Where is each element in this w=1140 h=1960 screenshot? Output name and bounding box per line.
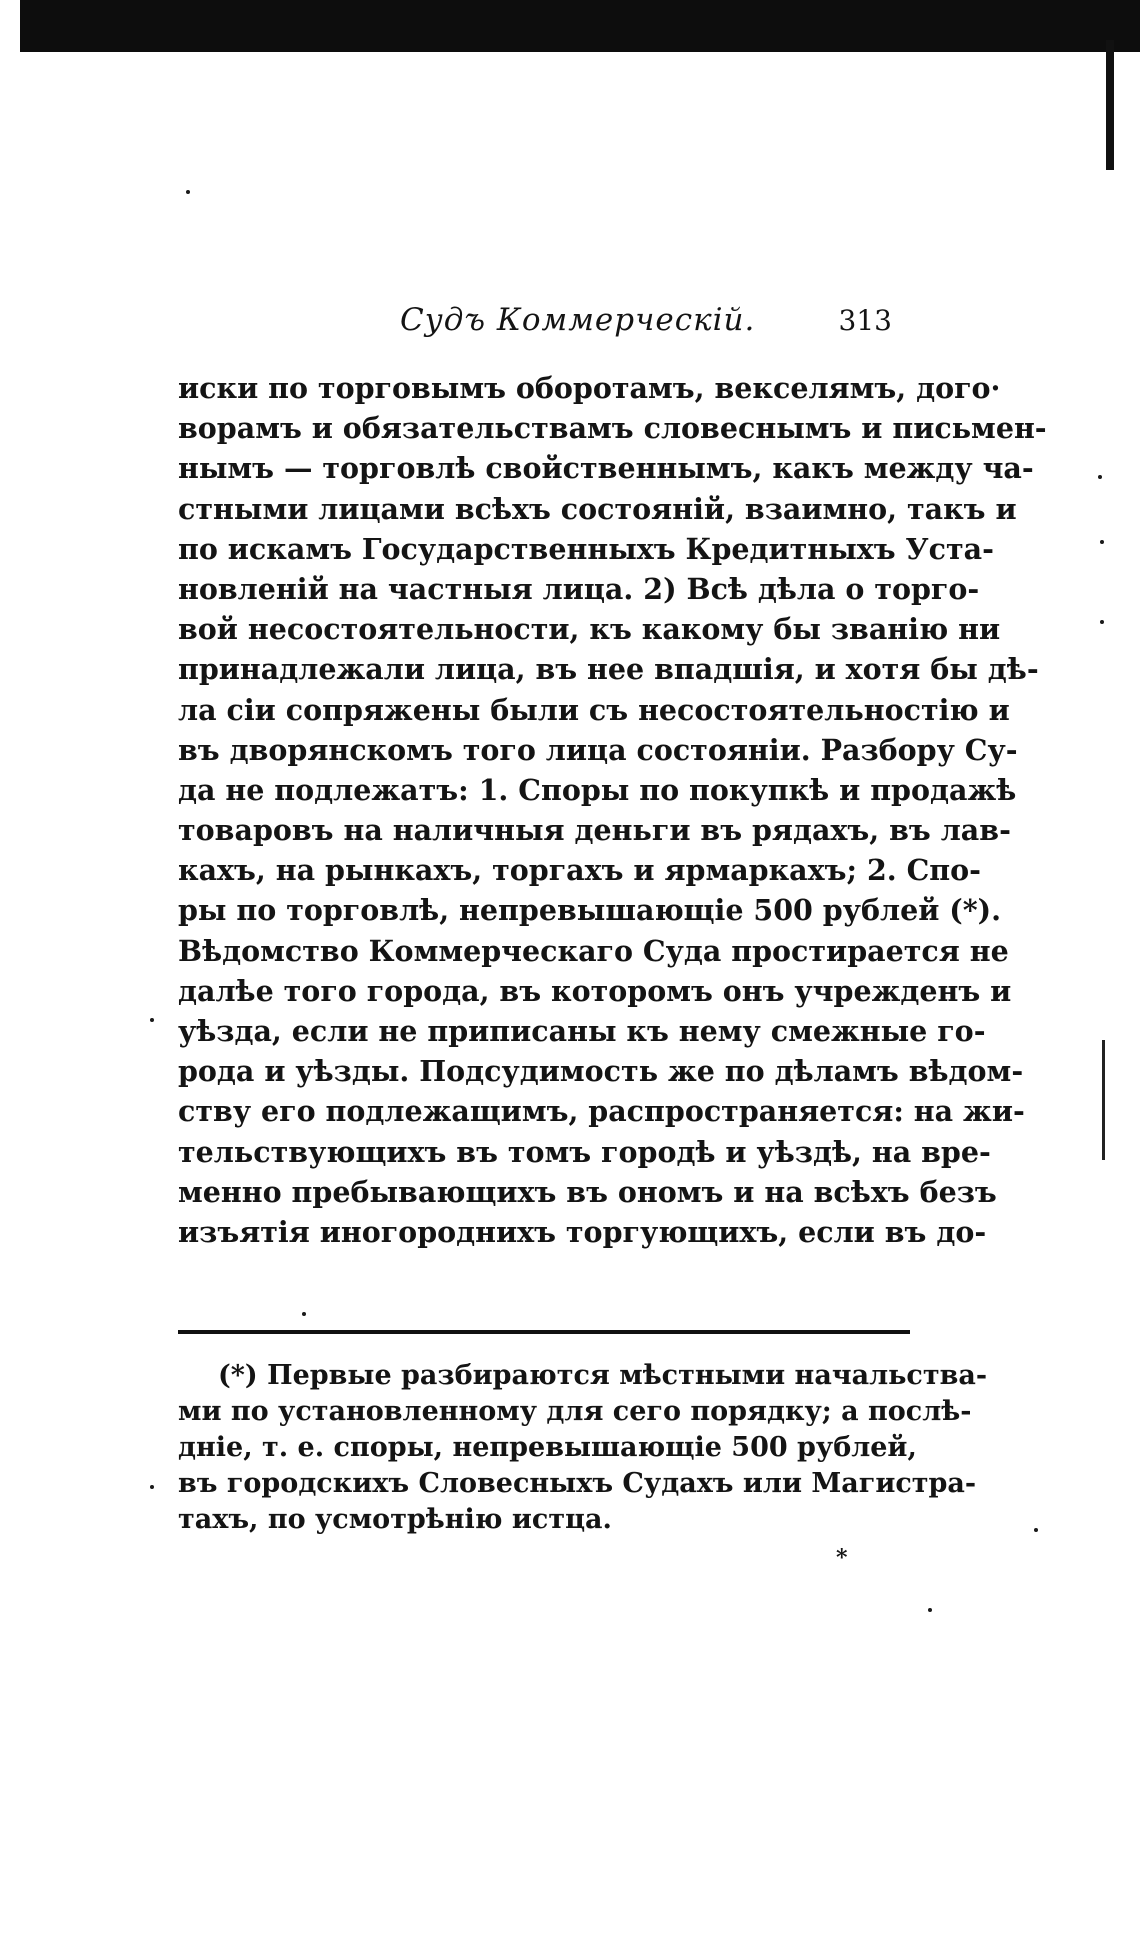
body-line: уѣзда, если не приписаны къ нему смежные го- (178, 1014, 986, 1048)
footnote-line: ми по установленному для сего порядку; а послѣ- (178, 1396, 972, 1427)
body-line: ству его подлежащимъ, распространяется: на жи- (178, 1094, 1025, 1129)
body-line: далѣе того города, въ которомъ онъ учрежденъ и (178, 973, 1012, 1008)
scan-speck (1098, 475, 1102, 479)
body-line: стными лицами всѣхъ состояній, взаимно, такъ и (178, 491, 1017, 526)
body-line: ворамъ и обязательствамъ словеснымъ и письмен- (178, 411, 1047, 446)
body-line: принадлежали лица, въ нее впадшія, и хотя бы дѣ- (178, 652, 1039, 687)
body-text (178, 368, 1047, 1252)
scan-speck (1100, 540, 1104, 544)
scan-speck (1100, 620, 1104, 624)
body-line: Вѣдомство Коммерческаго Суда простирается не (178, 933, 1009, 968)
scan-speck (302, 1312, 306, 1316)
footnote-line: дніе, т. е. споры, непревышающіе 500 рублей, (178, 1432, 917, 1463)
body-line: новленій на частныя лица. 2) Всѣ дѣла о торго- (178, 571, 980, 606)
body-line: ры по торговлѣ, непревышающіе 500 рублей (*). (178, 893, 1002, 928)
running-title: Судъ Коммерческій. (400, 302, 756, 338)
scan-edge-marks (1102, 1040, 1111, 1160)
body-line: вой несостоятельности, къ какому бы званію ни (178, 612, 1001, 647)
body-line: по искамъ Государственныхъ Кредитныхъ Уста- (178, 531, 994, 566)
body-line: менно пребывающихъ въ ономъ и на всѣхъ безъ (178, 1174, 997, 1209)
footnote-rule (178, 1330, 910, 1334)
body-line: тельствующихъ въ томъ городѣ и уѣздѣ, на вре- (178, 1134, 991, 1169)
body-line: ла сіи сопряжены были съ несостоятельностію и (178, 692, 1010, 727)
body-line: товаровъ на наличныя деньги въ рядахъ, въ лав- (178, 813, 1011, 848)
body-line: да не подлежатъ: 1. Споры по покупкѣ и продажѣ (178, 772, 1017, 807)
body-line: нымъ — торговлѣ свойственнымъ, какъ между ча- (178, 451, 1034, 486)
body-line: рода и уѣзды. Подсудимость же по дѣламъ вѣдом- (178, 1054, 1024, 1089)
scan-speck (150, 1018, 154, 1022)
scan-speck (1034, 1528, 1038, 1532)
scan-top-border (20, 0, 1140, 52)
body-line: въ дворянскомъ того лица состояніи. Разбору Су- (178, 732, 1018, 767)
scan-speck (928, 1608, 932, 1612)
scan-speck (186, 190, 190, 194)
body-line: изъятія иногороднихъ торгующихъ, если въ до- (178, 1214, 987, 1249)
running-head (180, 300, 910, 350)
signature-mark: * (836, 1545, 848, 1571)
footnote-line: тахъ, по усмотрѣнію истца. (178, 1504, 612, 1535)
scan-speck (150, 1485, 154, 1489)
footnote-line: въ городскихъ Словесныхъ Судахъ или Магистра- (178, 1468, 977, 1499)
body-line: кахъ, на рынкахъ, торгахъ и ярмаркахъ; 2. Спо- (178, 853, 981, 888)
page-number: 313 (838, 304, 892, 337)
footnote (178, 1358, 988, 1538)
scan-right-edge (1106, 40, 1114, 170)
footnote-line: (*) Первые разбираются мѣстными начальства- (218, 1360, 988, 1391)
body-line: иски по торговымъ оборотамъ, векселямъ, дого· (178, 371, 1001, 405)
